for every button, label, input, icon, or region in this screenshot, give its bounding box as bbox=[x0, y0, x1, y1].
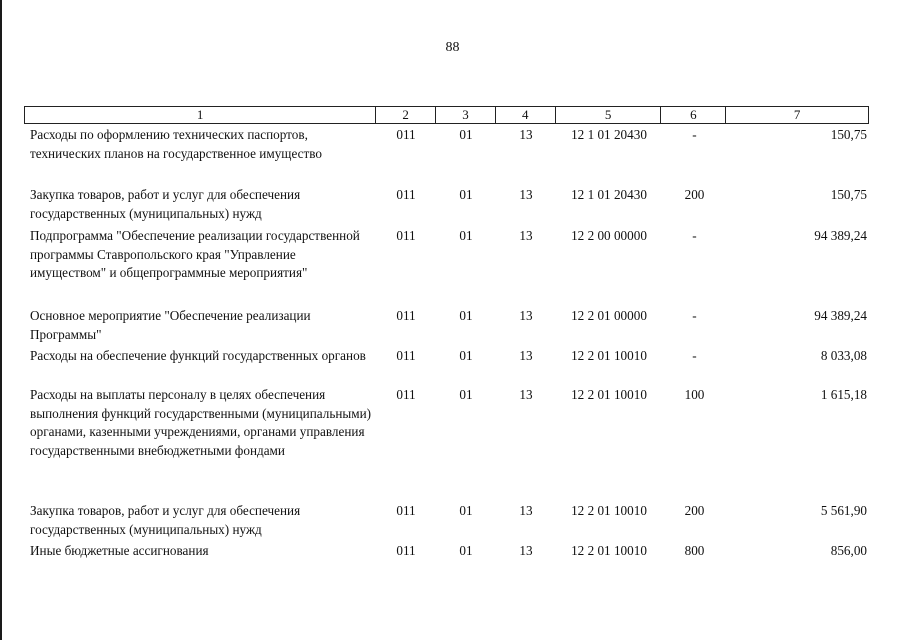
row-section: 01 bbox=[459, 348, 473, 363]
row-target: 12 2 00 00000 bbox=[571, 228, 647, 243]
row-section: 01 bbox=[459, 387, 473, 402]
row-expense-type: 200 bbox=[684, 187, 705, 202]
row-amount: 94 389,24 bbox=[814, 228, 867, 243]
row-expense-type: - bbox=[692, 348, 697, 363]
row-target: 12 2 01 10010 bbox=[571, 503, 647, 518]
header-col-5: 5 bbox=[556, 107, 662, 123]
row-expense-type: 800 bbox=[684, 543, 705, 558]
row-amount: 1 615,18 bbox=[820, 387, 867, 402]
row-name: Основное мероприятие "Обеспечение реализации Программы" bbox=[30, 308, 311, 342]
row-subsection: 13 bbox=[519, 543, 533, 558]
row-ministry: 011 bbox=[396, 127, 416, 142]
row-expense-type: - bbox=[692, 308, 697, 323]
row-ministry: 011 bbox=[396, 308, 416, 323]
left-margin-rule bbox=[0, 0, 2, 640]
header-col-2: 2 bbox=[376, 107, 436, 123]
row-target: 12 2 01 10010 bbox=[571, 543, 647, 558]
row-ministry: 011 bbox=[396, 187, 416, 202]
row-target: 12 1 01 20430 bbox=[571, 187, 647, 202]
row-expense-type: - bbox=[692, 228, 697, 243]
row-subsection: 13 bbox=[519, 503, 533, 518]
row-ministry: 011 bbox=[396, 543, 416, 558]
row-name: Закупка товаров, работ и услуг для обеспечения государственных (муниципальных) нужд bbox=[30, 503, 301, 537]
row-amount: 150,75 bbox=[830, 187, 867, 202]
header-col-3: 3 bbox=[436, 107, 496, 123]
header-col-4: 4 bbox=[496, 107, 556, 123]
row-target: 12 2 01 10010 bbox=[571, 348, 647, 363]
row-ministry: 011 bbox=[396, 348, 416, 363]
row-name: Расходы на обеспечение функций государственных органов bbox=[30, 348, 366, 363]
row-name: Расходы по оформлению технических паспортов, технических планов на государственное имущество bbox=[30, 127, 322, 161]
row-subsection: 13 bbox=[519, 348, 533, 363]
row-name: Закупка товаров, работ и услуг для обеспечения государственных (муниципальных) нужд bbox=[30, 187, 301, 221]
header-col-7: 7 bbox=[793, 107, 801, 122]
row-ministry: 011 bbox=[396, 228, 416, 243]
row-subsection: 13 bbox=[519, 387, 533, 402]
row-section: 01 bbox=[459, 503, 473, 518]
row-name: Расходы на выплаты персоналу в целях обеспечения выполнения функций государственными (муниципальными) органами, казенными учреждениями, органами управления государственными внебюджетными фондами bbox=[30, 387, 372, 458]
row-section: 01 bbox=[459, 187, 473, 202]
row-ministry: 011 bbox=[396, 387, 416, 402]
row-ministry: 011 bbox=[396, 503, 416, 518]
row-subsection: 13 bbox=[519, 127, 533, 142]
row-amount: 856,00 bbox=[830, 543, 867, 558]
table-row bbox=[24, 126, 869, 163]
table-row bbox=[24, 186, 869, 223]
row-subsection: 13 bbox=[519, 308, 533, 323]
table-row bbox=[24, 386, 869, 460]
row-section: 01 bbox=[459, 543, 473, 558]
header-col-6: 6 bbox=[661, 107, 726, 123]
row-amount: 150,75 bbox=[830, 127, 867, 142]
table-header bbox=[24, 106, 869, 124]
row-target: 12 2 01 00000 bbox=[571, 308, 647, 323]
table-row bbox=[24, 542, 869, 561]
row-expense-type: - bbox=[692, 127, 697, 142]
row-amount: 8 033,08 bbox=[820, 348, 867, 363]
row-name: Иные бюджетные ассигнования bbox=[30, 543, 209, 558]
row-subsection: 13 bbox=[519, 228, 533, 243]
row-amount: 5 561,90 bbox=[820, 503, 867, 518]
page-number: 88 bbox=[445, 40, 460, 55]
table-row bbox=[24, 307, 869, 344]
row-expense-type: 200 bbox=[684, 503, 705, 518]
row-amount: 94 389,24 bbox=[814, 308, 867, 323]
table-row bbox=[24, 227, 869, 283]
row-section: 01 bbox=[459, 228, 473, 243]
row-section: 01 bbox=[459, 308, 473, 323]
row-target: 12 2 01 10010 bbox=[571, 387, 647, 402]
row-name: Подпрограмма "Обеспечение реализации государственной программы Ставропольского края "Управление имуществом" и общепрограммные мероприятия" bbox=[30, 228, 360, 280]
header-col-1: 1 bbox=[25, 107, 376, 123]
row-section: 01 bbox=[459, 127, 473, 142]
table-row bbox=[24, 347, 869, 366]
row-expense-type: 100 bbox=[684, 387, 705, 402]
row-target: 12 1 01 20430 bbox=[571, 127, 647, 142]
row-subsection: 13 bbox=[519, 187, 533, 202]
table-row bbox=[24, 502, 869, 539]
